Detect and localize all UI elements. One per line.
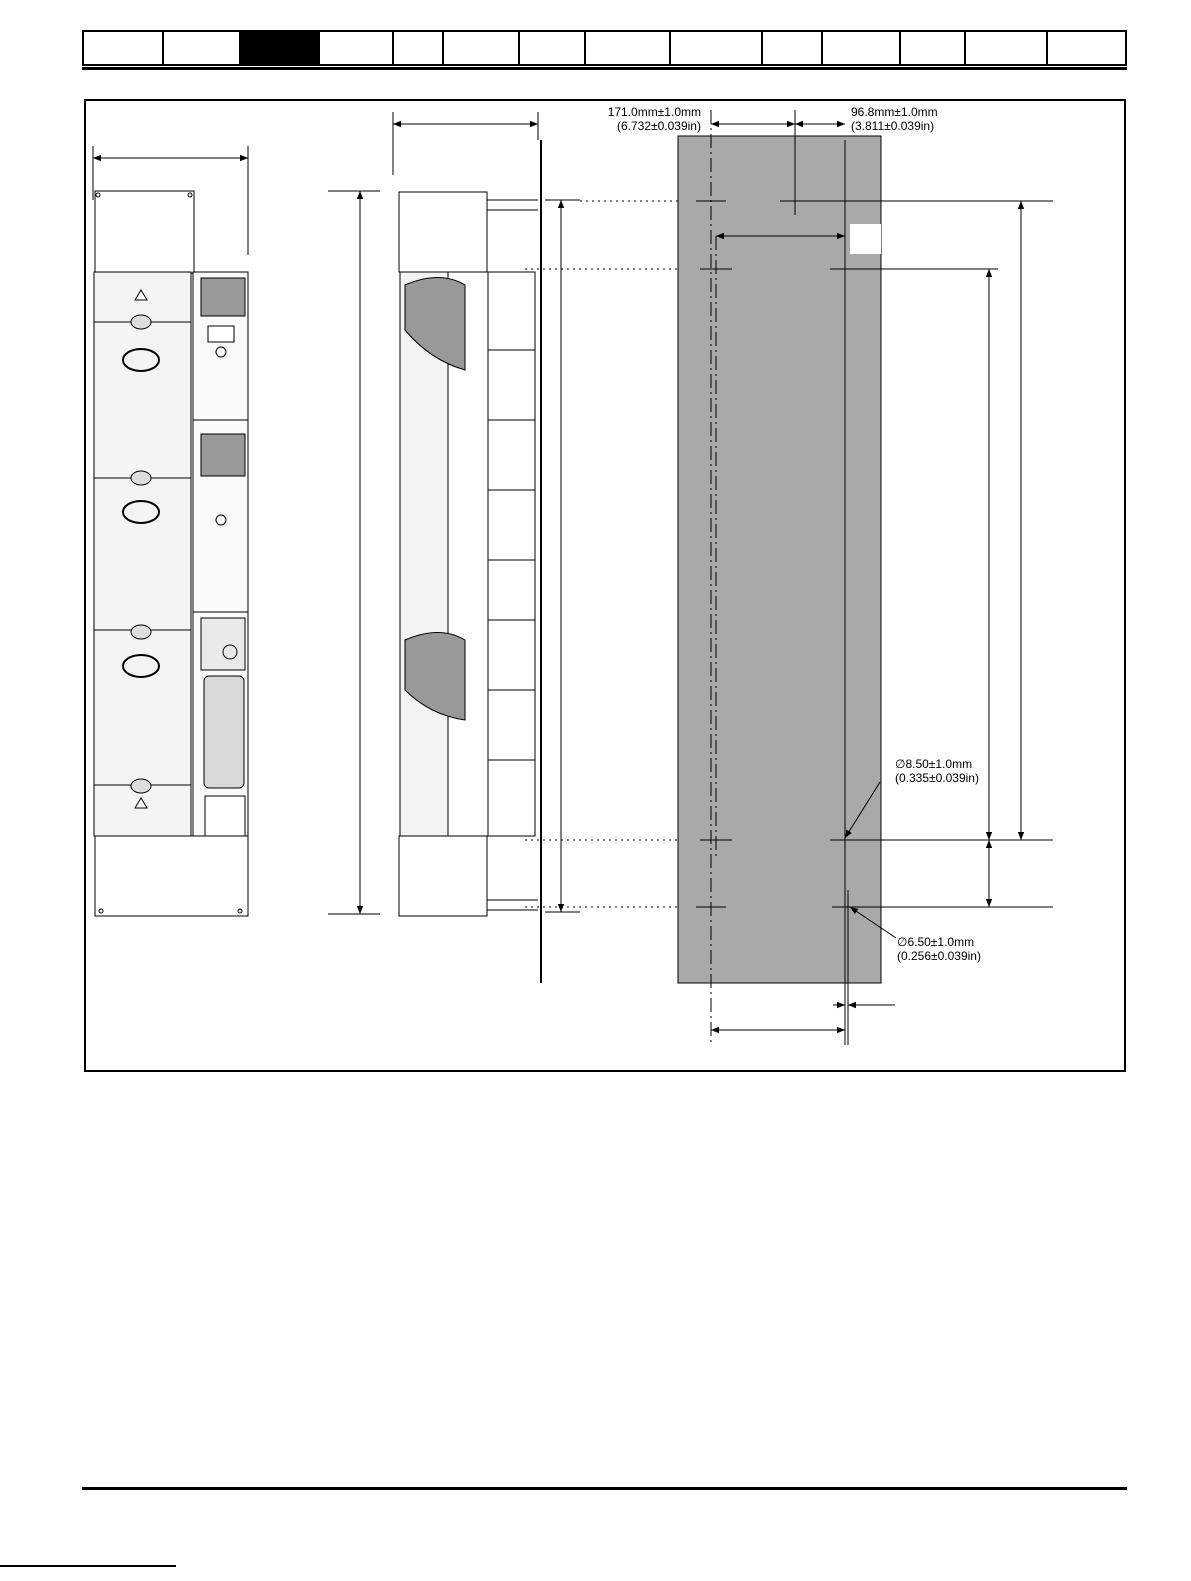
side-view xyxy=(328,112,580,983)
panel-cutout-view xyxy=(678,110,1053,1045)
dim-171mm-metric: 171.0mm±1.0mm xyxy=(607,105,701,119)
dim-171mm-imperial: (6.732±0.039in) xyxy=(617,119,701,133)
footer-left-bar xyxy=(0,1565,176,1567)
hole-850-metric: ∅8.50±1.0mm xyxy=(895,757,973,771)
dim-96mm-imperial: (3.811±0.039in) xyxy=(851,119,935,133)
footer-rule xyxy=(82,1487,1127,1490)
front-view xyxy=(93,146,248,916)
dim-171mm-label xyxy=(607,105,701,133)
dim-96mm-label xyxy=(851,105,938,133)
hole-650-label xyxy=(897,935,981,963)
front-bottom-gland-box xyxy=(95,836,248,916)
hole-650-imperial: (0.256±0.039in) xyxy=(897,949,981,963)
projection-lines xyxy=(525,201,700,907)
hole-850-label xyxy=(895,757,979,785)
front-top-gland-box xyxy=(95,191,194,273)
front-power-module xyxy=(94,272,191,836)
hole-850-imperial: (0.335±0.039in) xyxy=(895,771,979,785)
panel-cutout-plate xyxy=(678,136,881,983)
hole-650-metric: ∅6.50±1.0mm xyxy=(897,935,975,949)
dim-96mm-metric: 96.8mm±1.0mm xyxy=(851,105,938,119)
